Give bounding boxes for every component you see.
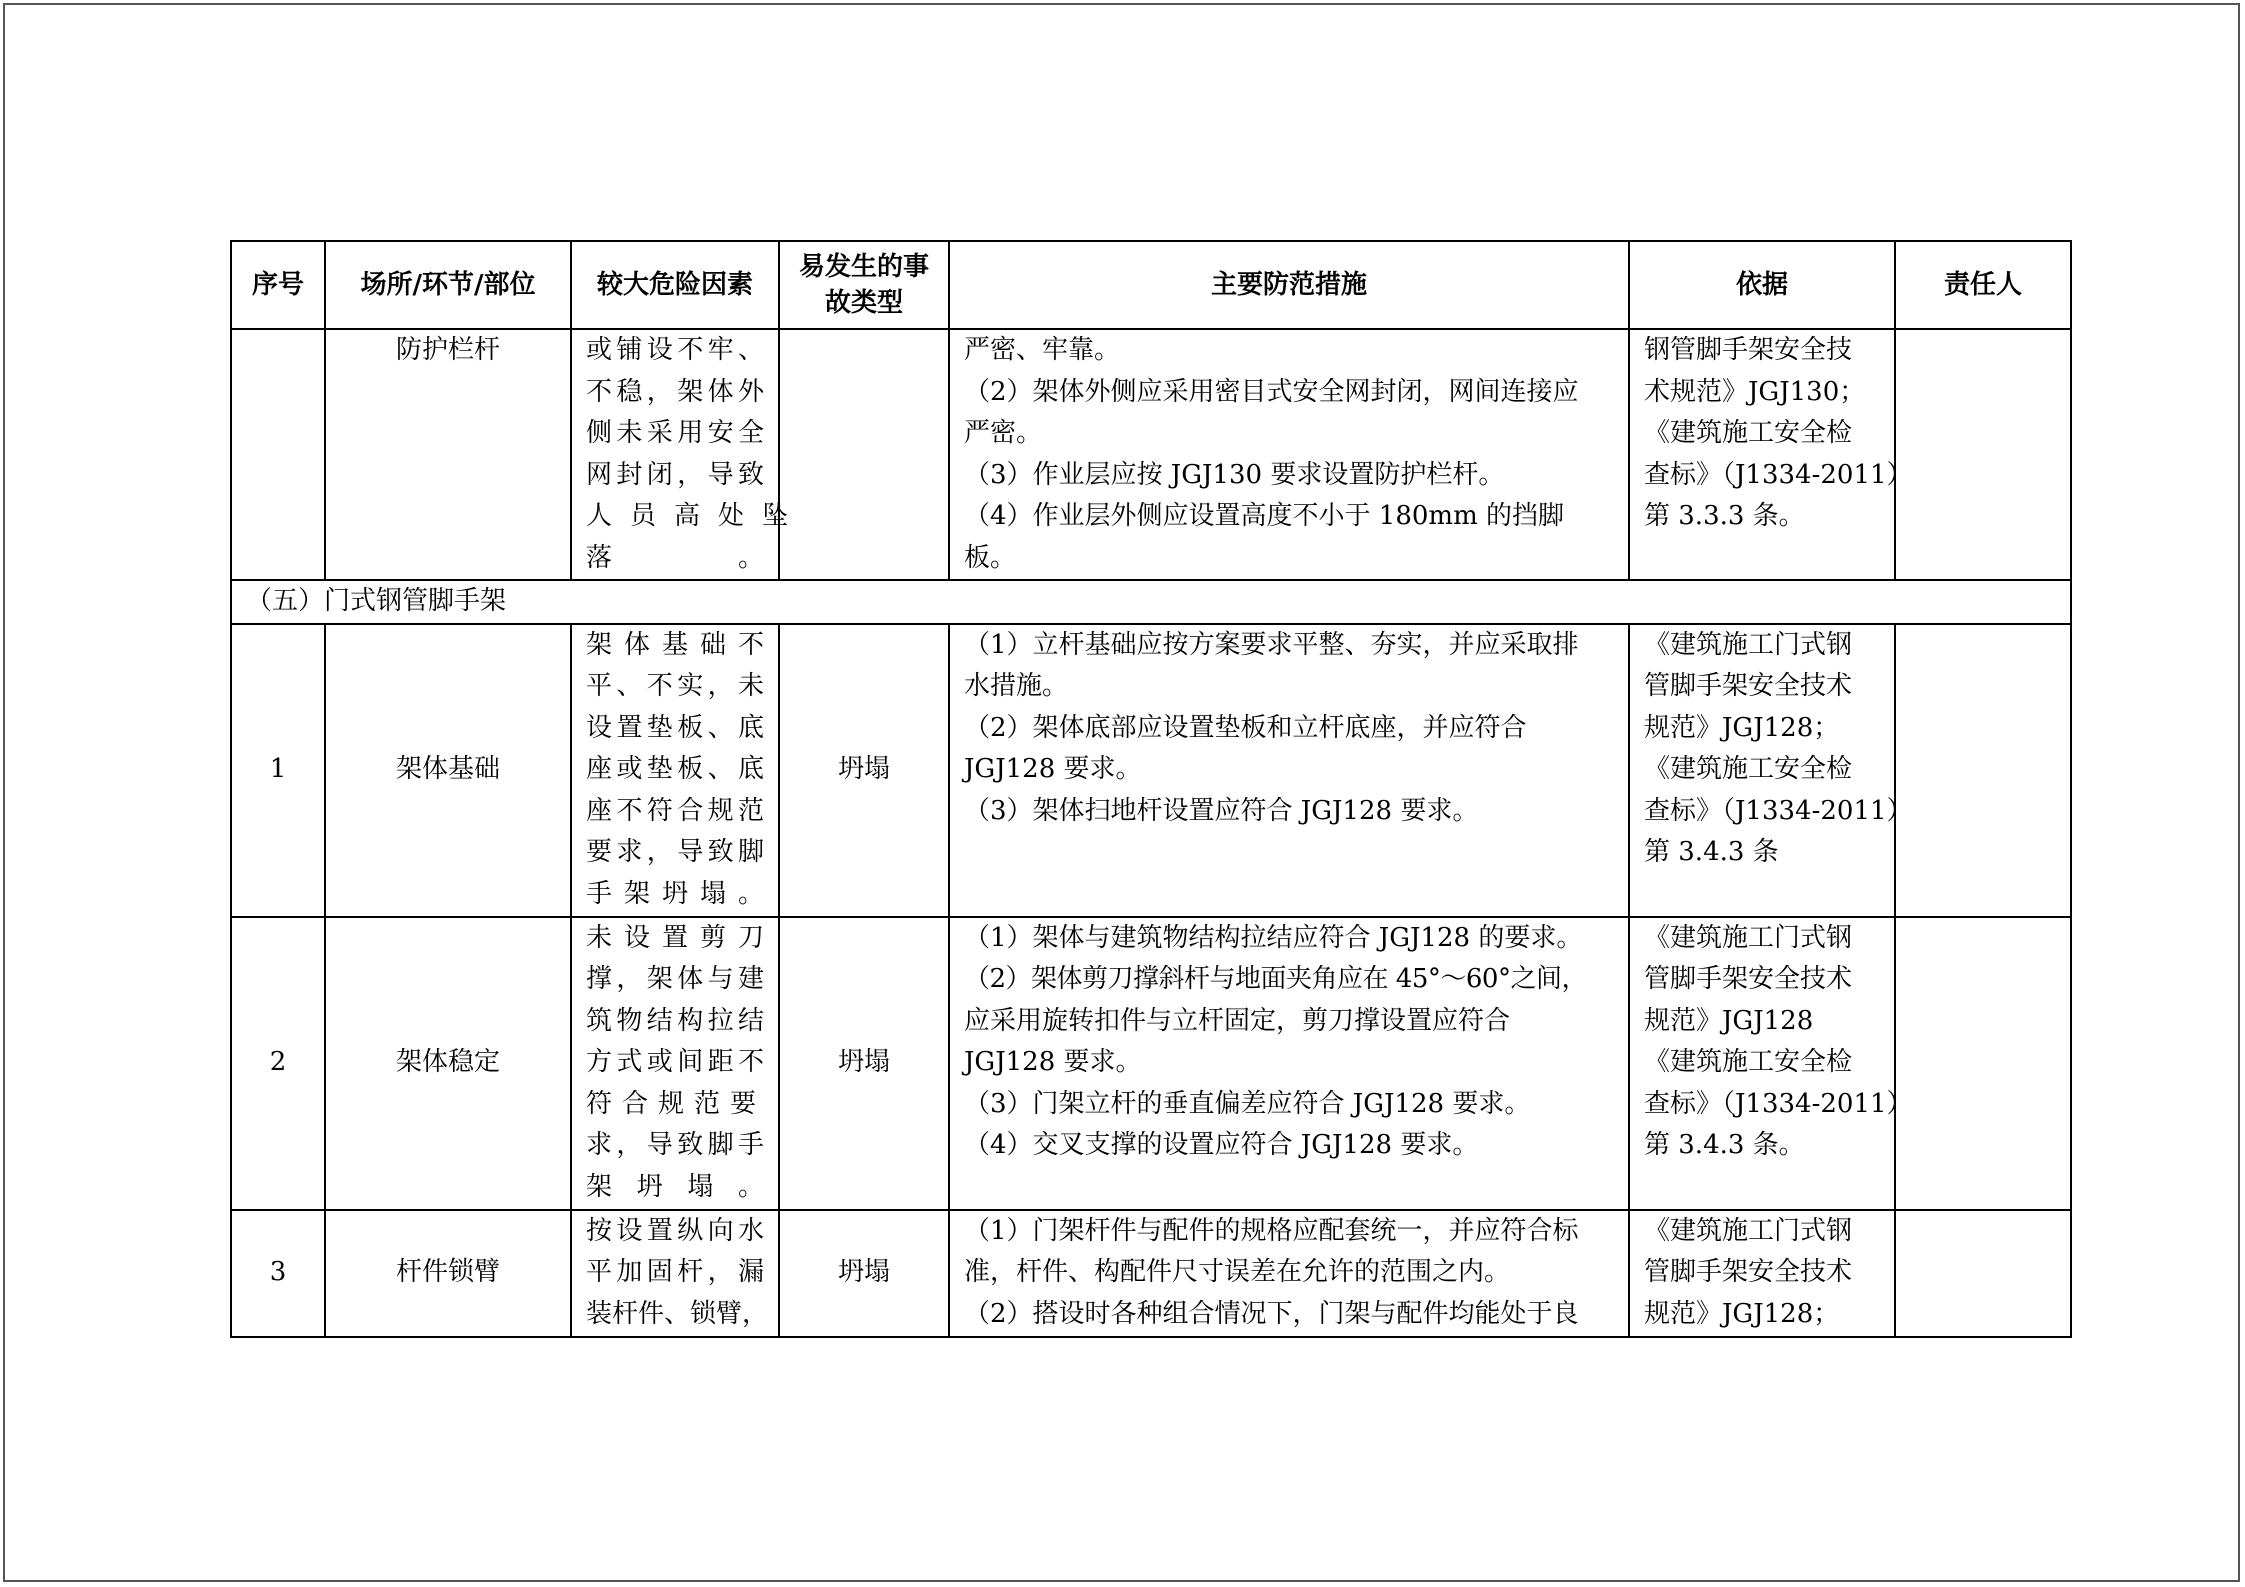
basis-line: 管脚手架安全技术 bbox=[1644, 1257, 1853, 1287]
measure-line: 严密、牢靠。 bbox=[964, 335, 1121, 365]
header-seq: 序号 bbox=[231, 241, 325, 329]
header-owner: 责任人 bbox=[1895, 241, 2071, 329]
basis-line: 术规范》JGJ130； bbox=[1644, 376, 1866, 407]
cell-owner bbox=[1895, 917, 2071, 1210]
cell-seq bbox=[231, 329, 325, 580]
hazard-line: 手架坍塌。 bbox=[586, 878, 764, 909]
hazard-line: 平、不实，未 bbox=[586, 671, 764, 701]
measure-line: JGJ128 要求。 bbox=[964, 1047, 1142, 1077]
basis-line: 查标》（J1334-2011） bbox=[1644, 459, 1913, 490]
measure-line: 应采用旋转扣件与立杆固定，剪刀撑设置应符合 bbox=[964, 1005, 1511, 1036]
hazard-line: 侧未采用安全 bbox=[586, 418, 764, 448]
cell-hazard bbox=[571, 917, 779, 1210]
hazard-line: 设置垫板、底 bbox=[586, 712, 764, 743]
basis-line: 钢管脚手架安全技 bbox=[1644, 335, 1853, 365]
measure-line: （1）立杆基础应按方案要求平整、夯实，并应采取排 bbox=[964, 629, 1579, 660]
measure-line: （3）门架立杆的垂直偏差应符合 JGJ128 要求。 bbox=[964, 1088, 1531, 1119]
cell-seq: 1 bbox=[231, 624, 325, 917]
hazard-line: 筑物结构拉结 bbox=[586, 1005, 764, 1036]
basis-line: 查标》（J1334-2011） bbox=[1644, 1088, 1913, 1119]
cell-measures bbox=[949, 1210, 1629, 1337]
hazard-line: 未设置剪刀 bbox=[586, 922, 777, 953]
header-measures: 主要防范措施 bbox=[949, 241, 1629, 329]
basis-line: 管脚手架安全技术 bbox=[1644, 964, 1853, 994]
hazard-line: 座或垫板、底 bbox=[586, 754, 764, 784]
hazard-table bbox=[230, 240, 2072, 1338]
header-accident: 易发生的事故类型 bbox=[779, 241, 949, 329]
hazard-line: 人员高处坠 bbox=[586, 501, 807, 531]
cell-measures bbox=[949, 917, 1629, 1210]
header-basis: 依据 bbox=[1629, 241, 1895, 329]
cell-seq: 2 bbox=[231, 917, 325, 1210]
cell-owner bbox=[1895, 624, 2071, 917]
basis-line: 规范》JGJ128； bbox=[1644, 712, 1840, 743]
basis-line: 查标》（J1334-2011） bbox=[1644, 795, 1913, 826]
header-hazard: 较大危险因素 bbox=[571, 241, 779, 329]
measure-line: （4）交叉支撑的设置应符合 JGJ128 要求。 bbox=[964, 1130, 1479, 1160]
cell-owner bbox=[1895, 1210, 2071, 1337]
hazard-line: 架坍塌。 bbox=[586, 1171, 764, 1202]
hazard-line: 不稳，架体外 bbox=[586, 376, 764, 407]
basis-line: 规范》JGJ128； bbox=[1644, 1298, 1840, 1329]
header-place: 场所/环节/部位 bbox=[325, 241, 571, 329]
cell-seq: 3 bbox=[231, 1210, 325, 1337]
measure-line: （2）架体底部应设置垫板和立杆底座，并应符合 bbox=[964, 712, 1527, 743]
table-row-continued bbox=[231, 329, 2071, 580]
basis-line: 第 3.4.3 条。 bbox=[1644, 1130, 1805, 1160]
basis-line: 《建筑施工安全检 bbox=[1644, 418, 1853, 448]
section-row bbox=[231, 580, 2071, 624]
basis-line: 管脚手架安全技术 bbox=[1644, 671, 1853, 701]
header-row bbox=[231, 241, 2071, 329]
hazard-line: 网封闭，导致 bbox=[586, 459, 764, 490]
cell-hazard bbox=[571, 1210, 779, 1337]
cell-place: 防护栏杆 bbox=[325, 329, 571, 580]
basis-line: 第 3.3.3 条。 bbox=[1644, 501, 1805, 531]
cell-accident: 坍塌 bbox=[779, 917, 949, 1210]
cell-place: 杆件锁臂 bbox=[325, 1210, 571, 1337]
basis-line: 《建筑施工门式钢 bbox=[1644, 922, 1853, 953]
cell-basis bbox=[1629, 624, 1913, 917]
cell-basis bbox=[1629, 329, 1913, 580]
measure-line: （2）搭设时各种组合情况下，门架与配件均能处于良 bbox=[964, 1298, 1579, 1329]
basis-line: 《建筑施工安全检 bbox=[1644, 754, 1853, 784]
measure-line: 水措施。 bbox=[964, 671, 1069, 701]
basis-line: 《建筑施工门式钢 bbox=[1644, 1215, 1853, 1246]
hazard-line: 求，导致脚手 bbox=[586, 1130, 764, 1160]
measure-line: （3）架体扫地杆设置应符合 JGJ128 要求。 bbox=[964, 795, 1479, 826]
cell-accident: 坍塌 bbox=[779, 624, 949, 917]
measure-line: （1）门架杆件与配件的规格应配套统一，并应符合标 bbox=[964, 1215, 1579, 1246]
hazard-line: 平加固杆，漏 bbox=[586, 1257, 764, 1287]
cell-accident: 坍塌 bbox=[779, 1210, 949, 1337]
cell-measures bbox=[949, 624, 1629, 917]
measure-line: （1）架体与建筑物结构拉结应符合 JGJ128 的要求。 bbox=[964, 922, 1583, 953]
cell-accident bbox=[779, 329, 949, 580]
measure-line: JGJ128 要求。 bbox=[964, 754, 1142, 784]
measure-line: 准，杆件、构配件尺寸误差在允许的范围之内。 bbox=[964, 1257, 1511, 1287]
cell-hazard bbox=[571, 624, 779, 917]
cell-place: 架体基础 bbox=[325, 624, 571, 917]
basis-line: 第 3.4.3 条 bbox=[1644, 837, 1779, 867]
hazard-line: 架体基础不 bbox=[586, 629, 777, 660]
cell-owner bbox=[1895, 329, 2071, 580]
measure-line: 严密。 bbox=[964, 418, 1043, 448]
measure-line: 板。 bbox=[964, 542, 1017, 573]
table-row bbox=[231, 624, 2071, 917]
hazard-line: 装杆件、锁臂， bbox=[586, 1298, 769, 1329]
basis-line: 《建筑施工门式钢 bbox=[1644, 629, 1853, 660]
cell-basis bbox=[1629, 917, 1913, 1210]
basis-line: 《建筑施工安全检 bbox=[1644, 1047, 1853, 1077]
hazard-line: 落。 bbox=[586, 542, 764, 573]
measure-line: （3）作业层应按 JGJ130 要求设置防护栏杆。 bbox=[964, 459, 1505, 490]
hazard-line: 或铺设不牢、 bbox=[586, 335, 764, 365]
measure-line: （2）架体剪刀撑斜杆与地面夹角应在 45°～60°之间， bbox=[964, 964, 1587, 994]
hazard-line: 要求，导致脚 bbox=[586, 837, 764, 867]
measure-line: （2）架体外侧应采用密目式安全网封闭，网间连接应 bbox=[964, 376, 1579, 407]
hazard-line: 符合规范要 bbox=[586, 1088, 767, 1119]
hazard-line: 按设置纵向水 bbox=[586, 1215, 764, 1246]
cell-measures bbox=[949, 329, 1629, 580]
basis-line: 规范》JGJ128 bbox=[1644, 1005, 1814, 1036]
hazard-line: 撑，架体与建 bbox=[586, 964, 764, 994]
section-title: （五）门式钢管脚手架 bbox=[231, 580, 2071, 624]
table-row bbox=[231, 1210, 2071, 1337]
measure-line: （4）作业层外侧应设置高度不小于 180mm 的挡脚 bbox=[964, 501, 1565, 531]
hazard-line: 座不符合规范 bbox=[586, 795, 764, 826]
cell-place: 架体稳定 bbox=[325, 917, 571, 1210]
cell-hazard bbox=[571, 329, 807, 580]
hazard-line: 方式或间距不 bbox=[586, 1047, 764, 1077]
table-row bbox=[231, 917, 2071, 1210]
cell-basis bbox=[1629, 1210, 1895, 1337]
